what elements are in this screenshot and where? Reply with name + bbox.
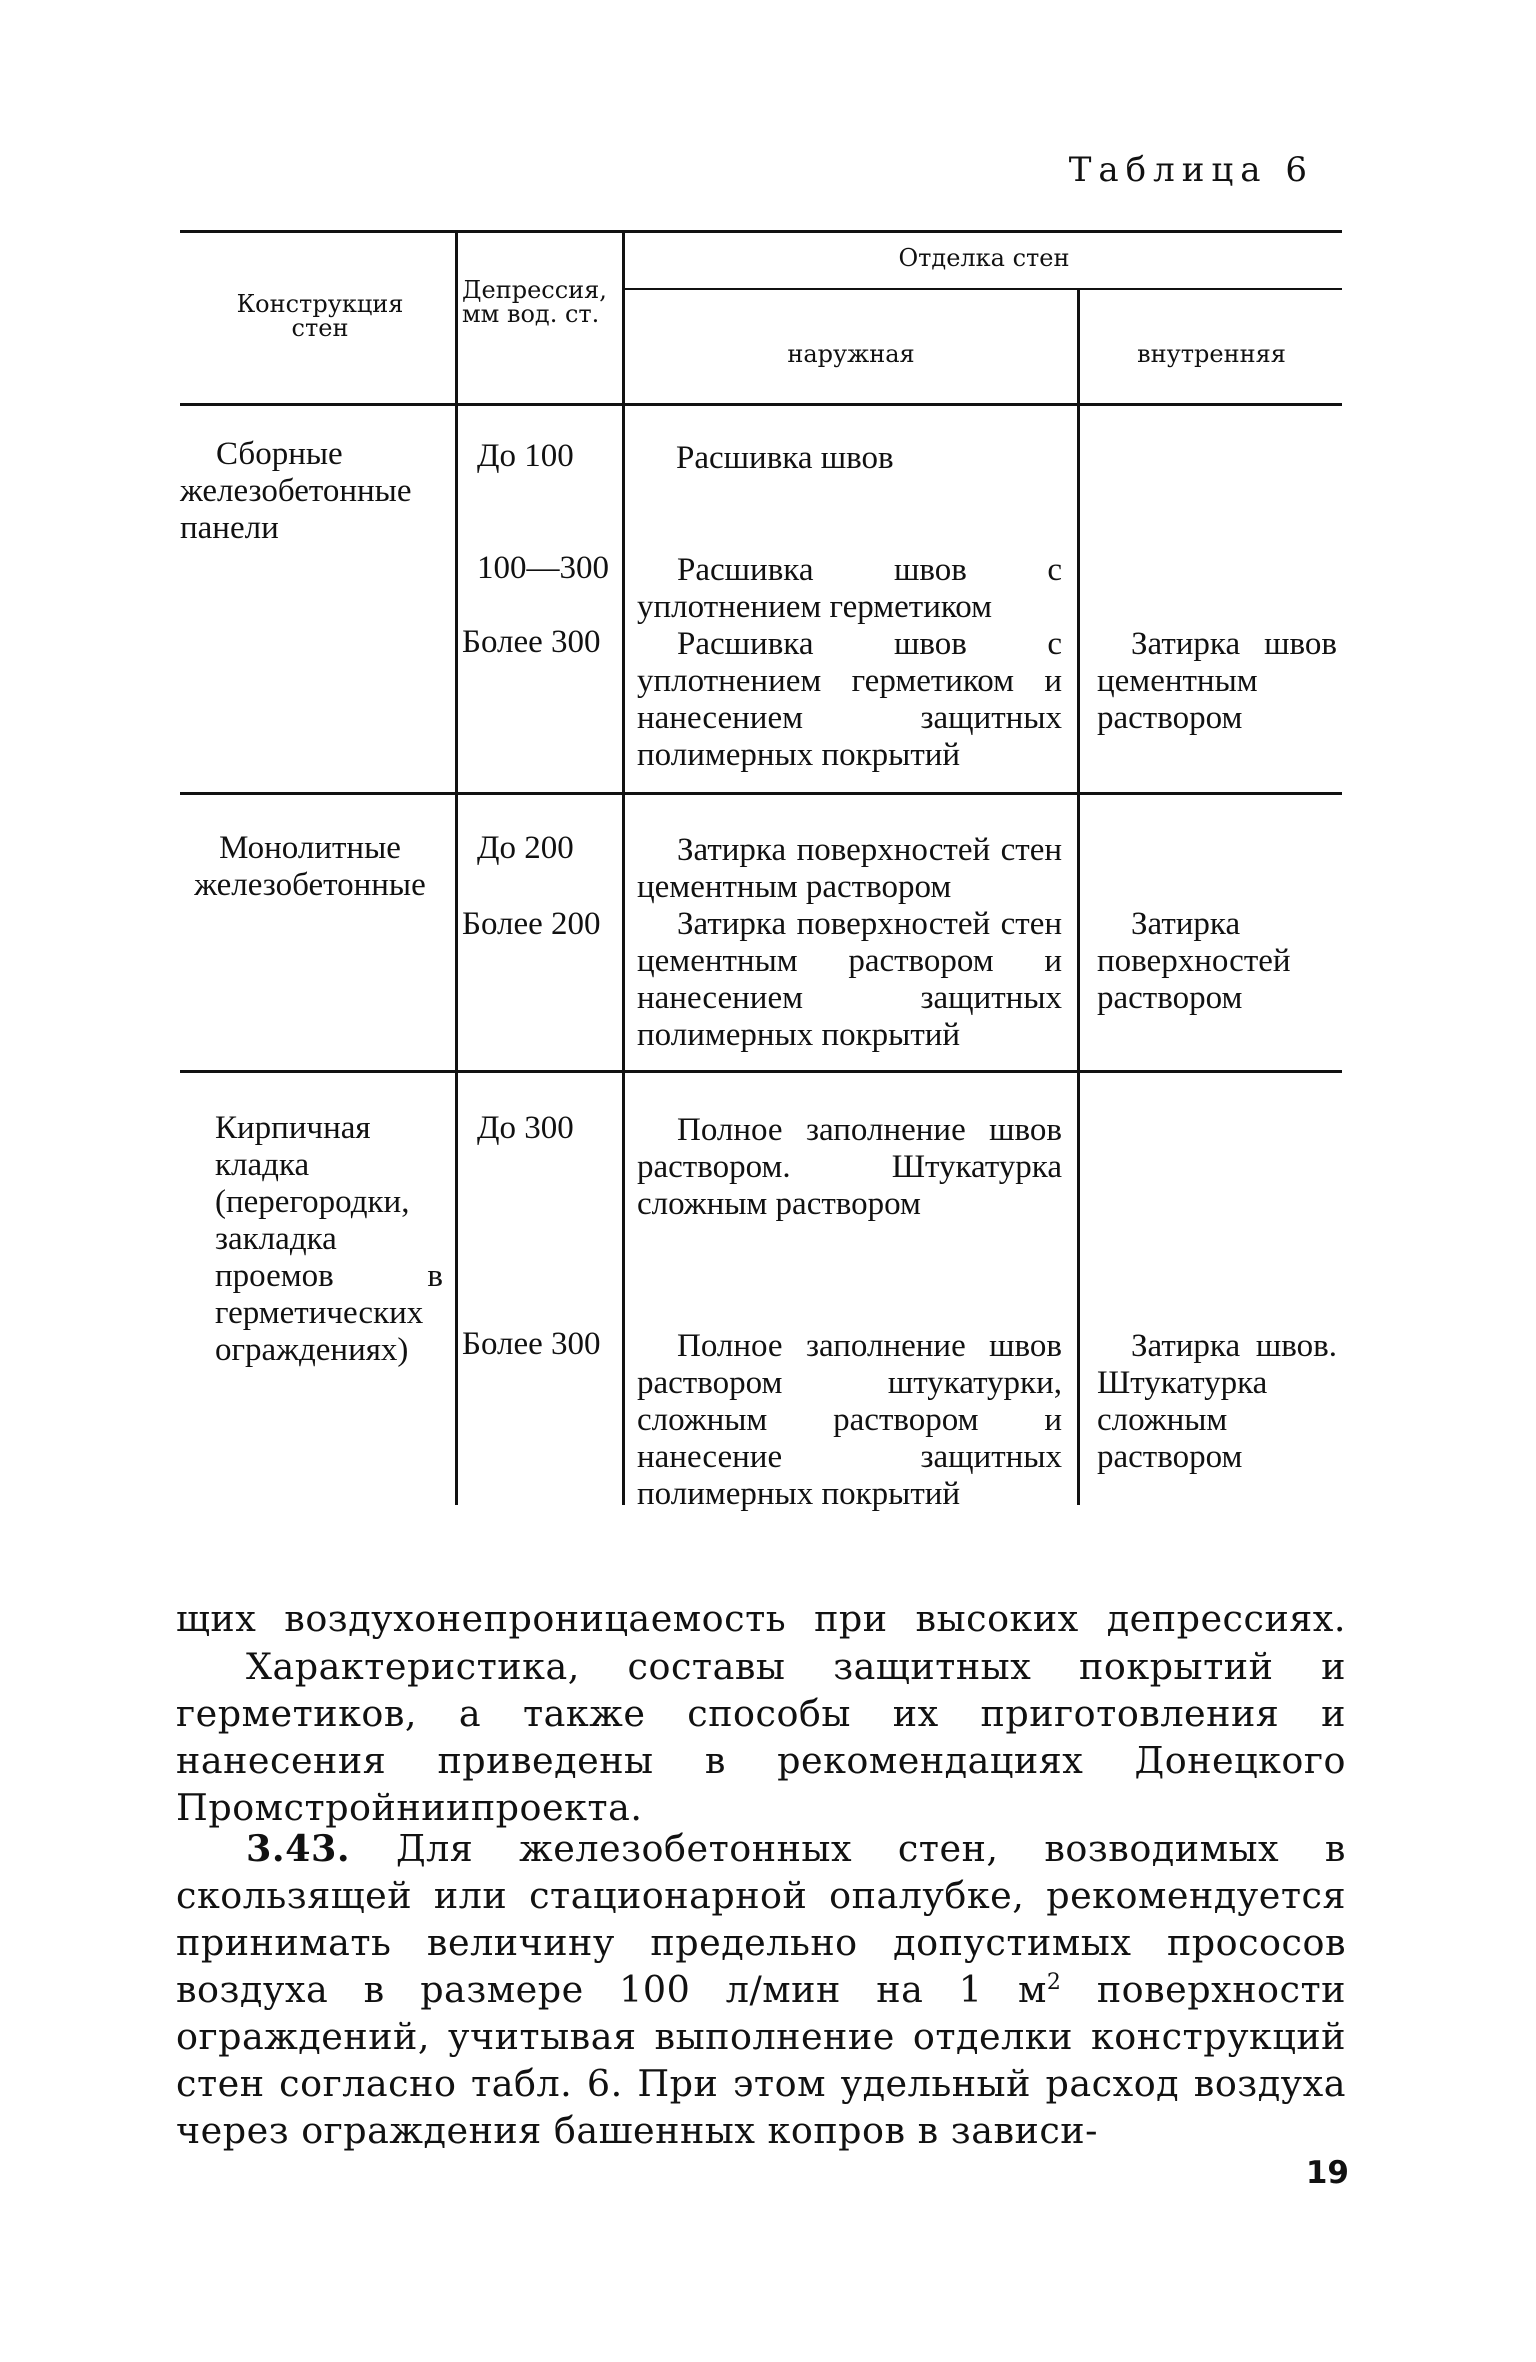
row1-outer-3: Расшивка швов с уплотнением герметиком и нанесением защитных полимерных покрытий <box>637 626 1062 773</box>
header-finish-group: Отделка стен <box>898 244 1070 272</box>
row1-construction: Сборные железобетонные панели <box>180 436 412 546</box>
header-depression: Депрессия, мм вод. ст. <box>462 276 607 328</box>
page-number: 19 <box>1305 2155 1349 2191</box>
row3-depression-1: До 300 <box>477 1110 574 1146</box>
clause-text-part1: Для железобетонных стен, возводимых в скользящей или стационарной опалубке, рекомендуется принимать величину предельно допустимых прососов воздуха в размере 100 л/мин на 1 м <box>176 1827 1346 2011</box>
row2-outer-2: Затирка поверхностей стен цементным раствором и нанесением защитных полимерных покрытий <box>637 906 1062 1053</box>
row1-depression-2: 100—300 <box>477 550 609 586</box>
row2-depression-2: Более 200 <box>462 906 601 942</box>
rule-top <box>180 230 1342 233</box>
walls-finishing-table <box>180 230 1342 1520</box>
paragraph-3-43 <box>176 1825 1346 2154</box>
row1-outer-1: Расшивка швов <box>676 440 894 476</box>
rule-col3 <box>1077 288 1080 1505</box>
row2-depression-1: До 200 <box>477 830 574 866</box>
header-inner: внутренняя <box>1137 340 1286 368</box>
paragraph-characteristics: Характеристика, составы защитных покрытий и герметиков, а также способы их приготовления и нанесения приведены в рекомендациях Донецкого Промстройниипроекта. <box>176 1645 1346 1829</box>
row1-depression-3: Более 300 <box>462 624 601 660</box>
row3-construction: Кирпичная кладка (перегородки, закладка проемов в герметических ограждениях) <box>215 1110 443 1368</box>
row1-depression-1: До 100 <box>477 438 574 474</box>
row1-outer-2: Расшивка швов с уплотнением герметиком <box>637 552 1062 625</box>
header-construction: Конструкция стен <box>236 290 404 342</box>
paragraph-continuation: щих воздухонепроницаемость при высоких депрессиях. <box>176 1597 1346 1640</box>
rule-row2-bottom <box>180 1070 1342 1073</box>
rule-group-header <box>623 288 1342 290</box>
row3-depression-2: Более 300 <box>462 1326 601 1362</box>
row3-outer-2: Полное заполнение швов раствором штукатурки, сложным раствором и нанесение защитных полимерных покрытий <box>637 1328 1062 1512</box>
rule-row1-bottom <box>180 792 1342 795</box>
row3-inner: Затирка швов. Штукатурка сложным раствором <box>1097 1328 1337 1475</box>
table-caption: Таблица 6 <box>1068 150 1314 190</box>
superscript: 2 <box>1046 1969 1062 1995</box>
rule-header-bottom <box>180 403 1342 406</box>
row2-outer-1: Затирка поверхностей стен цементным раствором <box>637 832 1062 905</box>
clause-text-part2: поверхности ограждений, учитывая выполнение отделки конструкций стен согласно табл. 6. При этом удельный расход воздуха через ограждения башенных копров в зависи- <box>176 1968 1346 2152</box>
rule-col1 <box>455 230 458 1505</box>
row2-inner: Затирка поверхностей раствором <box>1097 906 1291 1016</box>
clause-number: 3.43. <box>246 1827 351 1870</box>
row2-construction: Монолитные железобетонные <box>194 830 426 903</box>
row3-outer-1: Полное заполнение швов раствором. Штукатурка сложным раствором <box>637 1112 1062 1222</box>
row1-inner: Затирка швов цементным раствором <box>1097 626 1337 736</box>
header-outer: наружная <box>787 340 915 368</box>
rule-col2 <box>622 230 625 1505</box>
